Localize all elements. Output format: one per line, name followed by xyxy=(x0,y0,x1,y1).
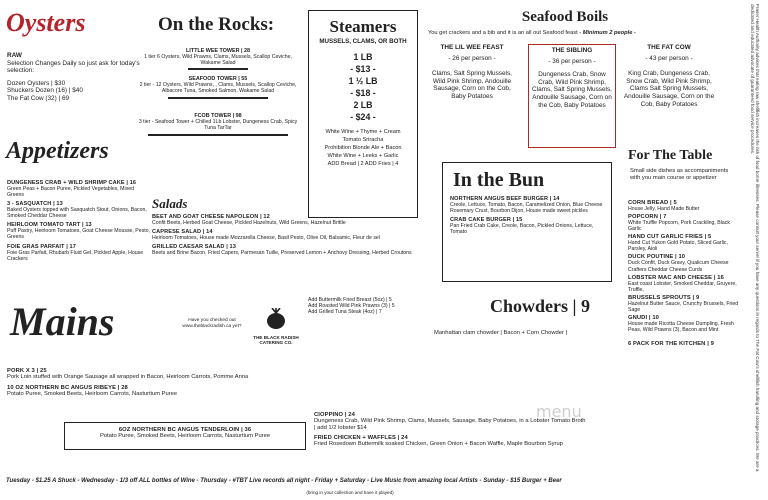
raw-label: RAW xyxy=(7,52,22,59)
oysters-desc: Selection Changes Daily so just ask for today's selection: xyxy=(7,59,140,75)
table-item: LOBSTER MAC AND CHEESE | 16 East coast Lobster, Smoked Cheddar, Gruyere, Truffle, xyxy=(628,274,737,293)
weekly-specials: Tuesday - $1.25 A Shuck - Wednesday - 1/3 off ALL bottles of Wine - Thursday - #TBT Live records all night - Friday + Saturday - Live Music from amazing local Artists - Sunday - $15 Burger + Beer xyxy=(6,478,562,484)
oysters-section xyxy=(7,52,152,103)
steamers-title: Steamers xyxy=(329,17,397,36)
steamers-box xyxy=(308,10,418,218)
tower-item: FCOB TOWER | 98 3 tier - Seafood Tower + Chilled 1Lb Lobster, Dungeness Crab, Spicy Tuna TarTar xyxy=(134,113,302,136)
appetizer-item: FOIE GRAS PARFAIT | 17 Foie Gras Parfait, Rhubarb Fluid Gel, Pickled Apple, House Crackers xyxy=(7,243,144,262)
salad-item: CAPRESE SALAD | 14 Heirloom Tomatoes, House made Mozzarella Cheese, Basil Pesto, Olive Oil, Balsamic, Fleur de sel xyxy=(152,229,380,242)
table-item: HAND CUT GARLIC FRIES | 5 Hand Cut Yukon Gold Potato, Sliced Garlic, Parsley, Aioli xyxy=(628,234,728,253)
table-item: DUCK POUTINE | 10 Duck Confit, Duck Gravy, Qualicum Cheese Crafters Cheddar Cheese Curds xyxy=(628,254,729,273)
tower-item: LITTLE WEE TOWER | 28 1 tier 6 Oysters, Wild Prawns, Clams, Mussels, Scallop Ceviche, Wakame Salad xyxy=(134,48,302,70)
table-item: GNUDI | 10 House made Ricotta Cheese Dumpling, Fresh Peas, Wild Prawns (3), Bacon and Mint xyxy=(628,315,734,334)
mains-blurb: Have you checked out www.theblackradish.ca yet? xyxy=(182,318,242,329)
salad-item: GRILLED CAESAR SALAD | 13 Beets and Brine Bacon, Fried Capers, Parmesan Tuille, Preserved Lemon + Anchovy Dressing, Herbed Croutons xyxy=(152,244,412,257)
chowders-title: Chowders | 9 xyxy=(490,296,590,316)
oyster-item: Dozen Oysters | $30 xyxy=(7,79,66,87)
steamers-broths: White Wine + Thyme + Cream Tomato Sriracha Prohibition Blonde Ale + Bacon White Wine + Leeks + Garlic ADD Bread | 2 ADD Fries | 4 xyxy=(324,129,402,167)
tower-shelf xyxy=(168,97,268,99)
chowders-desc: Manhattan clam chowder | Bacon + Corn Chowder | xyxy=(434,330,568,336)
mains-list xyxy=(7,368,317,398)
bun-item: CRAB CAKE BURGER | 15 Pan Fried Crab Cake, Creole, Bacon, Pickled Onions, Lettuce, Tomato xyxy=(450,217,594,236)
table-item: BRUSSELS SPROUTS | 9 Hazelnut Butter Sauce, Crunchy Brussels, Fried Sage xyxy=(628,294,739,313)
rocks-towers xyxy=(134,48,302,136)
tower-item: SEAFOOD TOWER | 55 2 tier - 12 Oysters, Wild Prawns, , Clams, Mussels, Scallop Ceviche, Albacore Tuna, Smoked Salmon, Wakame Salad xyxy=(134,76,302,98)
steamers-sizes: 1 LB - $13 - 1 ½ LB - $18 - 2 LB - $24 - xyxy=(348,52,378,122)
salad-addons: Add Buttermilk Fried Breast (5oz) | 5 Add Roasted Wild Pink Prawns (3) | 5 Add Grilled Tuna Steak (4oz) | 7 xyxy=(308,297,395,316)
main-item: CIOPPINO | 24 Dungeness Crab, Wild Pink Shrimp, Clams, Mussels, Sausage, Baby Potatoes, in a Lobster Tomato Broth | add 1/2 lobster $14 xyxy=(314,412,586,431)
tower-shelf xyxy=(188,68,248,70)
boil-option: THE FAT COW - 43 per person - King Crab, Dungeness Crab, Snow Crab, Wild Pink Shrimp, Clams Salt Spring Mussels, Andouille Sausage, Corn on the Cob, Baby Potatoes xyxy=(623,44,715,108)
appetizer-item: HEIRLOOM TOMATO TART | 13 Puff Pastry, Heirloom Tomatoes, Goat Cheese Mousse, Pesto, Greens xyxy=(7,222,151,241)
tenderloin-box: 6OZ NORTHERN BC ANGUS TENDERLOIN | 36 Potato Puree, Smoked Beets, Heirloom Carrots, Nasturtium Puree xyxy=(64,422,306,450)
oysters-title: Oysters xyxy=(6,8,86,37)
black-radish-logo: THE BLACK RADISH CATERING CO. xyxy=(250,308,302,345)
radish-icon xyxy=(261,308,291,330)
bun-box xyxy=(442,162,612,282)
mains-title: Mains xyxy=(10,299,115,344)
boil-option-featured: THE SIBLING - 36 per person - Dungeness Crab, Snow Crab, Wild Pink Shrimp, Clams, Salt Spring Mussels, Andouille Sausage, Corn on the Cob, Baby Potatoes xyxy=(528,44,616,148)
appetizers-list xyxy=(7,180,152,262)
boils-title: Seafood Boils xyxy=(521,9,609,25)
main-item: FRIED CHICKEN + WAFFLES | 24 Fried Rosedown Buttermilk soaked Chicken, Green Onion + Bacon Waffle, Maple Bourbon Syrup xyxy=(314,434,563,447)
oyster-item: Shuckers Dozen (16) | $40 xyxy=(7,87,83,95)
appetizer-item: DUNGENESS CRAB + WILD SHRIMP CAKE | 16 Green Peas + Bacon Puree, Pickled Vegetables, Mixed Greens xyxy=(7,180,137,199)
bun-title: In the Bun xyxy=(453,169,545,191)
bun-item: NORTHERN ANGUS BEEF BURGER | 14 Creole, Lettuce, Tomato, Bacon, Caramelized Onion, Blue Cheese Rosemary Crust, Bourbon Dijon, House made sweet pickles xyxy=(450,196,603,215)
table-title: For The Table xyxy=(628,148,713,163)
watermark: menu xyxy=(536,402,582,421)
health-advisory: Fraser Health Authority advises that eating raw shellfish increases the risk of food borne illnesses. Please consult your server if you have any questions in regards to The Fat Cow's shellfish handling and storage practices. We are a dedicated and educated advocate of guaranteed food service procedures. xyxy=(749,4,760,472)
main-item: 10 OZ NORTHERN BC ANGUS RIBEYE | 28 Potato Puree, Smoked Beets, Heirloom Carrots, Nasturtium Puree xyxy=(7,384,178,397)
weekly-specials-note: (bring in your collection and have it played) xyxy=(306,490,394,495)
table-item: POPCORN | 7 White Truffle Popcorn, Pork Crackling, Black Garlic xyxy=(628,214,730,233)
oyster-item: The Fat Cow (32) | 69 xyxy=(7,94,70,102)
table-intro: Small side dishes as accompaniments with you main course or appetizer xyxy=(630,168,729,181)
main-item: PORK X 3 | 25 Pork Loin stuffed with Orange Sausage all wrapped in Bacon, Heirloom Carrots, Pomme Anna xyxy=(7,368,249,380)
bun-list xyxy=(443,192,611,235)
appetizer-item: 3 - SASQUATCH | 13 Baked Oysters topped with Sasquatch Stout, Onions, Bacon, Smoked Cheddar Cheese xyxy=(7,201,147,220)
salad-item: BEET AND GOAT CHEESE NAPOLEON | 12 Confit Beets, Herbed Goat Cheese, Pickled Hazelnuts, Wild Greens, Hazelnut Brittle xyxy=(152,214,346,226)
boils-intro: You get crackers and a bib and it is an all out Seafood feast - Minimum 2 people - xyxy=(428,30,636,36)
appetizers-title: Appetizers xyxy=(6,138,109,164)
table-item: CORN BREAD | 5 House Jelly, Hand Made Butter xyxy=(628,200,700,212)
boil-option: THE LIL WEE FEAST - 26 per person - Clams, Salt Spring Mussels, Wild Pink Shrimp, Andouille Sausage, Corn on the Cob, Baby Potatoes xyxy=(432,44,512,100)
tower-shelf xyxy=(148,134,288,136)
rocks-title: On the Rocks: xyxy=(158,14,275,35)
salads-list xyxy=(152,214,427,256)
salads-title: Salads xyxy=(152,196,188,211)
table-item: 6 PACK FOR THE KITCHEN | 9 xyxy=(628,341,714,348)
table-list xyxy=(628,200,744,347)
steamers-subtitle: MUSSELS, CLAMS, OR BOTH xyxy=(319,38,407,45)
